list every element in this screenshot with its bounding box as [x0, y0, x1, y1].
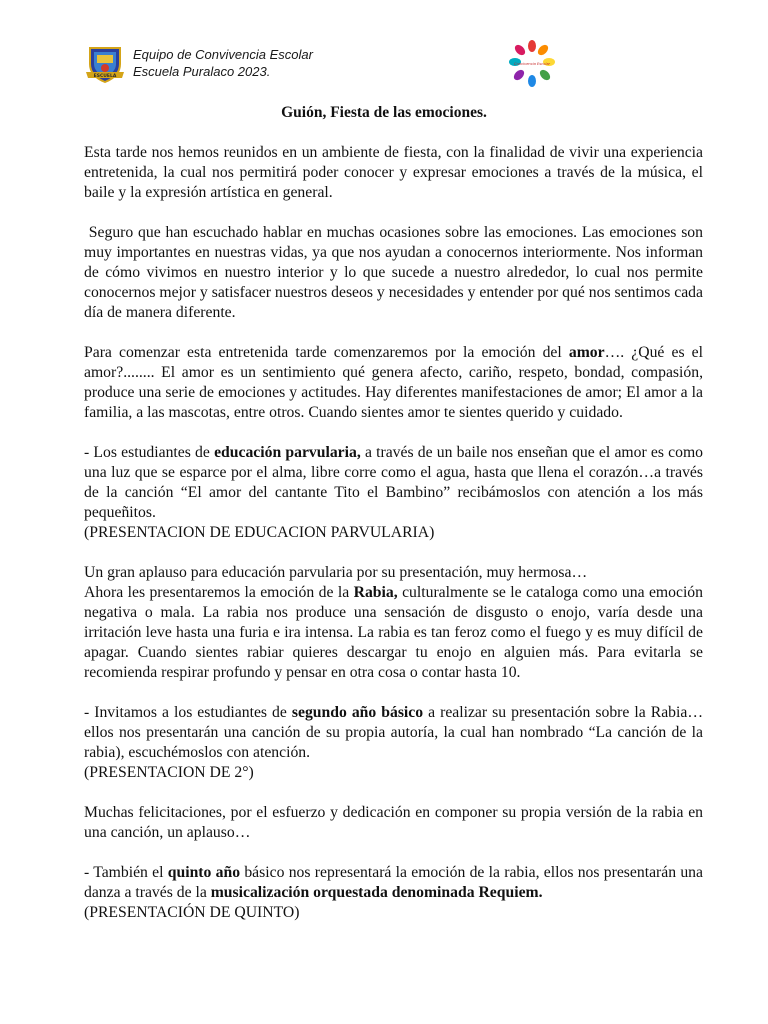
document-title: Guión, Fiesta de las emociones. — [281, 104, 487, 121]
school-crest-icon — [84, 42, 126, 84]
stage-direction-parvularia: (PRESENTACION DE EDUCACION PARVULARIA) — [84, 524, 435, 541]
paragraph-emotions: Seguro que han escuchado hablar en muchas ocasiones sobre las emociones. Las emociones son muy importantes en nuestras vidas, ya que nos ayudan a conocernos interiormente. Nos informan de cómo vivimos en nuestro interior y lo que sucede a nuestro alrededor, lo cual nos permite conocernos mejor y satisfacer nuestros deseos y necesidades y entender por qué nos sentimos cada día de manera diferente. — [84, 224, 707, 321]
paragraph-intro: Esta tarde nos hemos reunidos en un ambiente de fiesta, con la finalidad de vivir una experiencia entretenida, la cual nos permitirá poder conocer y expresar emociones a través de la música, el baile y la expresión artística en general. — [84, 144, 703, 201]
paragraph-love-rest: …. ¿Qué es el amor?........ El amor es un sentimiento qué genera afecto, cariño, respeto, bondad, compasión, produce una serie de emociones y actitudes. Hay diferentes manifestaciones de amor; El amor a la familia, a las mascotas, entre otros. Cuando sientes amor te sientes querido y cuidado. — [84, 344, 703, 421]
document-header — [0, 0, 768, 100]
logo-text: Convivencia Escolar — [513, 62, 551, 66]
header-text — [133, 46, 313, 80]
paragraph-fifth-grade-mid: básico nos representará la emoción de la rabia, ellos nos presentarán una danza a través de la — [84, 864, 703, 901]
paragraph-parvularia-rest: a través de un baile nos enseñan que el amor es como una luz que se esparce por el alma, libre corre como el agua, hasta que llena el corazón…a través de la canción “El amor del cantante Tito el Bambino” recibámoslos con atención a los más pequeñitos. — [84, 444, 703, 521]
emphasis-anger: Rabia, — [353, 584, 398, 601]
paragraph-second-grade — [84, 703, 703, 783]
stage-direction-fifth-grade: (PRESENTACIÓN DE QUINTO) — [84, 904, 300, 921]
paragraph-parvularia-start: - Los estudiantes de — [84, 444, 215, 461]
paragraph-love — [84, 343, 703, 423]
emphasis-parvularia: educación parvularia, — [214, 444, 361, 461]
emphasis-love: amor — [568, 344, 605, 361]
paragraph-anger-rest: culturalmente se le cataloga como una emoción negativa o mala. La rabia nos produce una sensación de disgusto o enojo, varía desde una irritación leve hasta una furia e ira intensa. La rabia es tan feroz como el fuego y es muy difícil de apagar. Cuando sientes rabiar quieres descargar tu enojo en alguien más. Para evitarla se recomienda respirar profundo y pensar en otra cosa o contar hasta 10. — [84, 584, 703, 681]
paragraph-parvularia — [84, 443, 703, 543]
paragraph-second-grade-start: - Invitamos a los estudiantes de — [84, 704, 292, 721]
paragraph-congratulations: Muchas felicitaciones, por el esfuerzo y dedicación en componer su propia versión de la rabia en una canción, un aplauso… — [84, 804, 703, 841]
stage-direction-second-grade: (PRESENTACION DE 2°) — [84, 764, 254, 781]
emphasis-requiem: musicalización orquestada denominada Requiem. — [210, 884, 543, 901]
colored-hands-circle-icon — [508, 40, 556, 88]
paragraph-anger-start: Ahora les presentaremos la emoción de la — [84, 584, 354, 601]
header-team-name: Equipo de Convivencia Escolar — [133, 47, 313, 62]
paragraph-applause-parvularia: Un gran aplauso para educación parvularia por su presentación, muy hermosa… — [84, 564, 588, 581]
paragraph-love-start: Para comenzar esta entretenida tarde comenzaremos por la emoción del — [84, 344, 569, 361]
crest-label: ESCUELA — [93, 74, 117, 79]
paragraph-second-grade-rest: a realizar su presentación sobre la Rabia…ellos nos presentarán una canción de su propia autoría, la cual han nombrado “La canción de la rabia), escuchémoslos con atención. — [84, 704, 704, 761]
paragraph-fifth-grade-start: - También el — [84, 864, 168, 881]
emphasis-fifth-grade: quinto año — [167, 864, 241, 881]
paragraph-anger — [84, 563, 703, 683]
paragraph-fifth-grade — [84, 863, 703, 923]
emphasis-second-grade: segundo año básico — [291, 704, 424, 721]
document-body — [84, 143, 707, 923]
header-school-name: Escuela Puralaco 2023. — [133, 64, 271, 79]
